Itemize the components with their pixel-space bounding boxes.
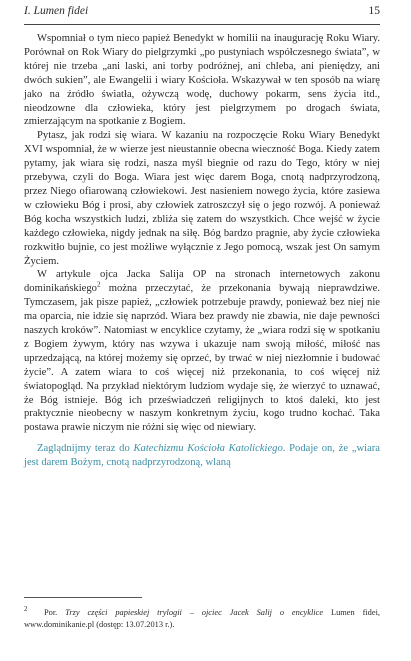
paragraph-1: Wspomniał o tym nieco papież Benedykt w homilii na inaugurację Roku Wiary. Porównał on Rok Wiary do pielgrzymki „po pustyniach współczesnego świata”, w której nie trzeba „ani laski, ani torby podróżnej, ani chleba, ani pieniędzy, ani dwóch sukien”, ale Ewangelii i wiary Kościoła. Wskazywał w ten sposób na wiarę jako na źródło światła, ożywczą wodę, duchowy pokarm, sens życia itd., nieodzowne dla człowieka, który jest pielgrzymem po drogach świata, zmierzającym na spotkanie z Bogiem. xyxy=(24,33,380,128)
footnote-divider xyxy=(24,597,142,598)
running-header xyxy=(24,2,380,25)
paragraph-2: Pytasz, jak rodzi się wiara. W kazaniu na rozpoczęcie Roku Wiary Benedykt XVI wspomniał, że w wierze jest nieustannie obecna wieczność Boga. Kiedy zatem pytamy, jak wiara się rodzi, nasza myśl biegnie od razu do Tego, który w niej przebywa, czyli do Boga. Wiara jest więc darem Boga, cnotą nadprzyrodzoną, przez Niego ofiarowaną człowiekowi. Jest nasieniem nowego życia, które zasiewa w człowieku Bóg i prosi, aby człowiek zatroszczył się o jego rozwój. A ponieważ Bóg kocha wszystkich ludzi, zbliża się zatem do wszystkich. Chce wejść w życie każdego człowieka, nigdy jednak na siłę. Bóg bardzo pragnie, aby życie człowieka rozkwitło bujnie, co jest możliwe wyłącznie z Jego pomocą, wszak jest On samym Życiem. xyxy=(24,130,380,267)
footnote-article-title: Trzy części papieskiej trylogii – ojciec Jacek Salij o encyklice xyxy=(65,607,324,617)
chapter-title: I. Lumen fidei xyxy=(24,5,89,17)
body-text xyxy=(24,32,380,470)
footnote-reference: 2 xyxy=(96,280,101,289)
highlighted-paragraph xyxy=(24,442,380,470)
paragraph-3 xyxy=(24,268,380,435)
footnote xyxy=(24,603,380,631)
catechism-title: Katechizmu Kościoła Katolickiego xyxy=(133,443,283,455)
paragraph-3-start: W artykule ojca Jacka Salija OP na stronach internetowych zakonu dominikańskiego xyxy=(24,269,380,295)
highlighted-paragraph-start: Zaglądnijmy teraz do xyxy=(37,443,134,455)
footnote-number: 2 xyxy=(24,605,28,613)
footnote-source: Lumen fidei, www.dominikanie.pl (dostęp: 13.07.2013 r.). xyxy=(24,607,381,629)
page-number: 15 xyxy=(368,5,380,17)
highlighted-paragraph-rest: . Podaje on, że „wiara jest darem Bożym, cnotą nadprzyrodzoną, wlaną xyxy=(24,443,381,469)
paragraph-3-rest: można przeczytać, że przekonania bywają nieprawdziwe. Tymczasem, jak pisze papież, „człowiek potrzebuje prawdy, ponieważ bez niej nie ma oparcia, nie idzie się naprzód. Wiara bez prawdy nie zbawia, nie daje pewności naszych kroków”. Natomiast w encyklice czytamy, że „wiara rodzi się w spotkaniu z Bogiem żywym, który nas wzywa i ukazuje nam swoją miłość, miłość nas uprzedzającą, na której możemy się oprzeć, by trwać w niej niezłomnie i budować życie”. A zatem wiara to coś więcej niż przekonania, to coś więcej niż światopogląd. Na przykład niektórym ludziom wydaje się, że wierzyć to uznawać, że Bóg istnieje. Bóg ich przeświadczeń religijnych to ktoś daleki, kto jest praktycznie nieobecny w naszym konkretnym życiu, kogo trudno kochać. Taka postawa prawie niczym nie różni się więc od niewiary. xyxy=(24,283,380,434)
footnote-prefix: Por. xyxy=(44,607,66,617)
